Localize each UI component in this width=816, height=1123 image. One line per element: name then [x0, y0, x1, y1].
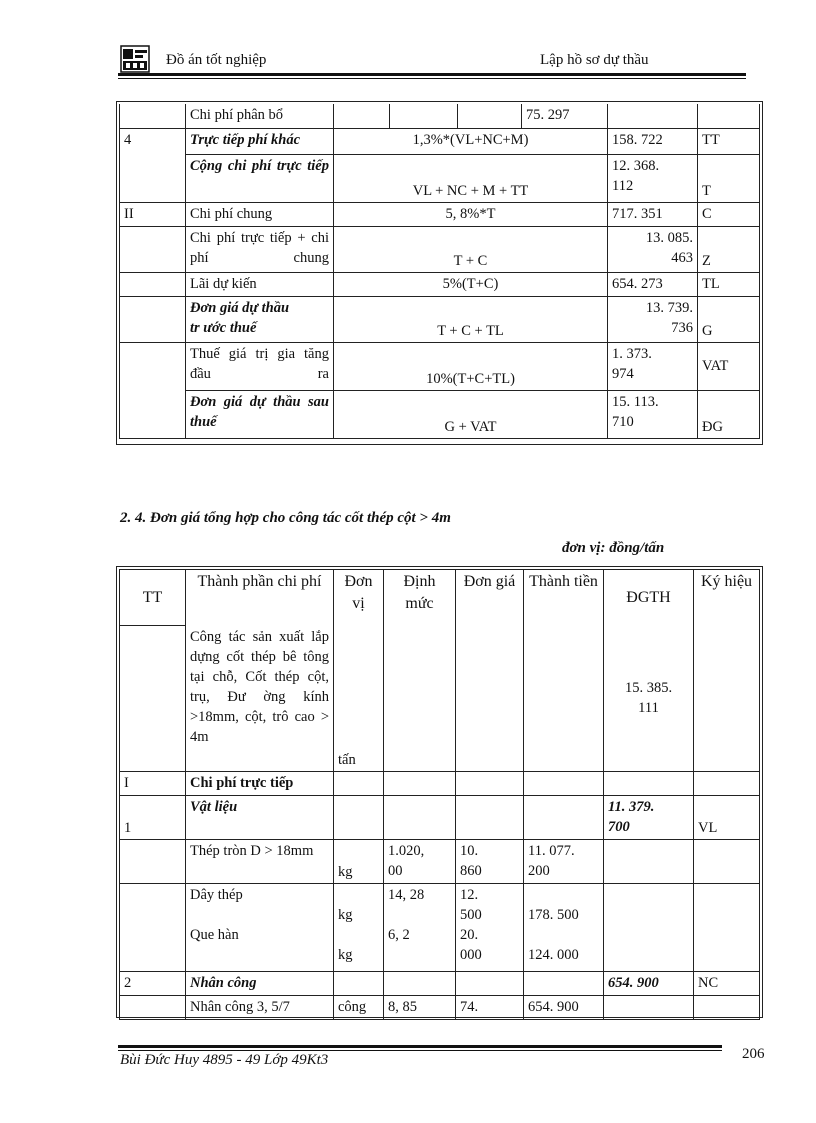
row-name: Đơn giá dự thầu tr ước thuế: [186, 296, 334, 342]
header-symbol: Ký hiệu: [694, 570, 760, 626]
table-row: [120, 996, 760, 1020]
table-row: [120, 296, 760, 342]
table-row: [120, 840, 760, 884]
row-symbol: TT: [698, 128, 760, 154]
cost-summary-table: [119, 104, 760, 439]
row-value: 75. 297: [522, 104, 608, 128]
header-component: Thành phần chi phí: [186, 570, 334, 626]
empty-cell: [120, 840, 186, 884]
header-rule-thin: [118, 78, 746, 79]
unit-price-table: [119, 569, 760, 1020]
document-logo-icon: [120, 44, 150, 74]
row-amount: 13. 085. 463: [608, 226, 698, 272]
empty-cell: [390, 104, 458, 128]
empty-cell: [120, 996, 186, 1020]
empty-cell: [694, 840, 760, 884]
row-name: Đơn giá dự thầu sau thuế: [186, 390, 334, 438]
table-row: [120, 104, 760, 128]
row-name: Chi phí trực tiếp: [186, 772, 334, 796]
empty-cell: [524, 772, 604, 796]
empty-cell: [334, 796, 384, 840]
header-right-title: Lập hồ sơ dự thầu: [540, 52, 649, 68]
row-dgth: 11. 379. 700: [604, 796, 694, 840]
row-symbol: G: [698, 296, 760, 342]
row-amount: 654. 273: [608, 272, 698, 296]
row-formula: T + C: [334, 226, 608, 272]
row-symbol: C: [698, 202, 760, 226]
table-row: [120, 972, 760, 996]
empty-cell: [120, 884, 186, 972]
empty-cell: [334, 104, 390, 128]
row-symbol: [698, 104, 760, 128]
table-row: [120, 272, 760, 296]
table-row: [120, 128, 760, 154]
row-amount: 15. 113. 710: [608, 390, 698, 438]
row-symbol: T: [698, 154, 760, 202]
empty-cell: [604, 840, 694, 884]
header-total: Thành tiền: [524, 570, 604, 626]
empty-cell: [456, 796, 524, 840]
row-unit-pair: kg kg: [334, 884, 384, 972]
row-name: Nhân công: [186, 972, 334, 996]
work-unit: tấn: [334, 626, 384, 772]
row-total-pair: 178. 500 124. 000: [524, 884, 604, 972]
header-unit: Đơn vị: [334, 570, 384, 626]
table-row: [120, 226, 760, 272]
empty-cell: [694, 884, 760, 972]
row-amount: [608, 104, 698, 128]
row-name: Nhân công 3, 5/7: [186, 996, 334, 1020]
row-norm-pair: 14, 28 6, 2: [384, 884, 456, 972]
row-name: Vật liệu: [186, 796, 334, 840]
row-number: II: [120, 202, 186, 226]
empty-cell: [334, 972, 384, 996]
row-price-pair: 12. 500 20. 000: [456, 884, 524, 972]
row-formula: 1,3%*(VL+NC+M): [334, 128, 608, 154]
rod-name: Que hàn: [190, 927, 239, 943]
empty-cell: [456, 972, 524, 996]
row-amount: 717. 351: [608, 202, 698, 226]
row-number: [120, 226, 186, 272]
row-name: Lãi dự kiến: [186, 272, 334, 296]
empty-cell: [524, 796, 604, 840]
table-row: [120, 342, 760, 390]
work-dgth: 15. 385. 111: [604, 626, 694, 772]
row-unit: công: [334, 996, 384, 1020]
row-number: 2: [120, 972, 186, 996]
table-row: [120, 772, 760, 796]
row-name-pair: [186, 884, 334, 972]
empty-cell: [604, 772, 694, 796]
empty-cell: [456, 626, 524, 772]
header-price: Đơn giá: [456, 570, 524, 626]
row-dgth: 654. 900: [604, 972, 694, 996]
row-amount: 13. 739. 736: [608, 296, 698, 342]
header-dgth: ĐGTH: [604, 570, 694, 626]
row-symbol: Z: [698, 226, 760, 272]
row-name: Thuế giá trị gia tăng đầu ra: [186, 342, 334, 390]
unit-note: đơn vị: đồng/tấn: [562, 540, 665, 556]
row-number: [120, 342, 186, 438]
wire-name: Dây thép: [190, 887, 243, 903]
row-formula: 5, 8%*T: [334, 202, 608, 226]
row-formula: 10%(T+C+TL): [334, 342, 608, 390]
table-row: [120, 154, 760, 202]
empty-cell: [524, 626, 604, 772]
empty-cell: [694, 996, 760, 1020]
row-name: Thép tròn D > 18mm: [186, 840, 334, 884]
row-total: 654. 900: [524, 996, 604, 1020]
empty-cell: [456, 772, 524, 796]
row-norm: 1.020, 00: [384, 840, 456, 884]
empty-cell: [334, 772, 384, 796]
row-symbol: VAT: [698, 342, 760, 390]
header-tt: TT: [120, 570, 186, 626]
table-row: [120, 626, 760, 772]
header-rule: [118, 73, 746, 76]
row-name: Chi phí phân bổ: [186, 104, 334, 128]
row-symbol: ĐG: [698, 390, 760, 438]
row-amount: 158. 722: [608, 128, 698, 154]
row-number: 1: [120, 796, 186, 840]
empty-cell: [604, 884, 694, 972]
table-row: [120, 390, 760, 438]
header-left-title: Đồ án tốt nghiệp: [166, 52, 267, 68]
row-total: 11. 077. 200: [524, 840, 604, 884]
header-norm: Định mức: [384, 570, 456, 626]
empty-cell: [384, 796, 456, 840]
table-row: [120, 796, 760, 840]
row-number: 4: [120, 128, 186, 202]
row-price: 74.: [456, 996, 524, 1020]
empty-cell: [458, 104, 522, 128]
row-number: [120, 272, 186, 296]
empty-cell: [604, 996, 694, 1020]
empty-cell: [524, 972, 604, 996]
empty-cell: [384, 772, 456, 796]
row-name: Chi phí chung: [186, 202, 334, 226]
row-number: I: [120, 772, 186, 796]
row-name: Trực tiếp phí khác: [186, 128, 334, 154]
row-unit: kg: [334, 840, 384, 884]
empty-cell: [694, 772, 760, 796]
empty-cell: [384, 972, 456, 996]
table-row: [120, 202, 760, 226]
footer-rule-thin: [118, 1050, 722, 1051]
row-norm: 8, 85: [384, 996, 456, 1020]
row-amount: 12. 368. 112: [608, 154, 698, 202]
page-number: 206: [742, 1046, 765, 1062]
row-number: [120, 104, 186, 128]
empty-cell: [384, 626, 456, 772]
footer-author: Bùi Đức Huy 4895 - 49 Lớp 49Kt3: [120, 1052, 329, 1068]
row-symbol: TL: [698, 272, 760, 296]
row-amount: 1. 373. 974: [608, 342, 698, 390]
row-price: 10. 860: [456, 840, 524, 884]
work-description: Công tác sản xuất lắp dựng cốt thép bê tông tại chỗ, Cốt thép cột, trụ, Đư ờng kính >18mm, cột, trô cao > 4m: [186, 626, 334, 772]
row-name: Cộng chi phí trực tiếp: [186, 154, 334, 202]
section-title: 2. 4. Đơn giá tổng hợp cho công tác cốt thép cột > 4m: [120, 510, 451, 526]
footer-rule: [118, 1045, 722, 1048]
empty-cell: [120, 626, 186, 772]
row-symbol: NC: [694, 972, 760, 996]
table-row: [120, 884, 760, 972]
row-name: Chi phí trực tiếp + chi phí chung: [186, 226, 334, 272]
table-header-row: [120, 570, 760, 626]
row-formula: G + VAT: [334, 390, 608, 438]
row-number: [120, 296, 186, 342]
row-symbol: VL: [694, 796, 760, 840]
row-formula: VL + NC + M + TT: [334, 154, 608, 202]
empty-cell: [694, 626, 760, 772]
row-formula: T + C + TL: [334, 296, 608, 342]
row-formula: 5%(T+C): [334, 272, 608, 296]
